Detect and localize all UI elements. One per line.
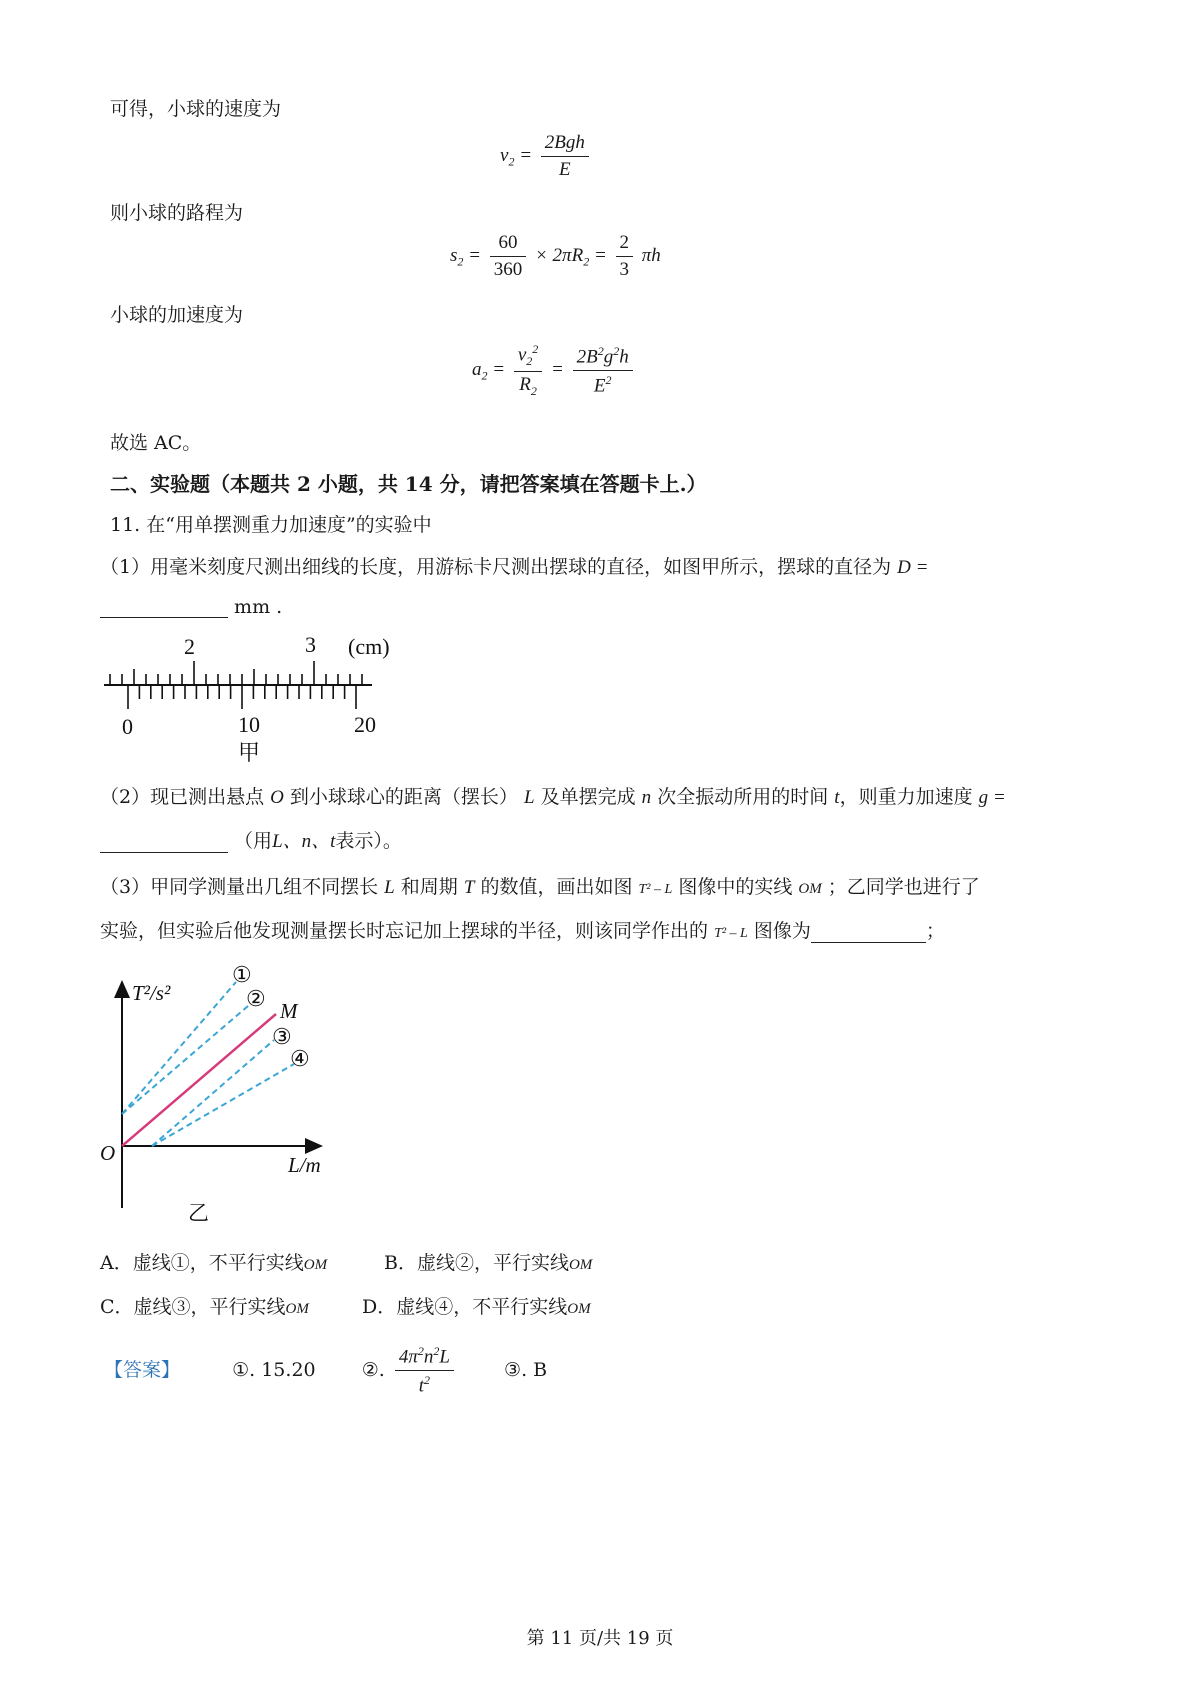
section-heading: 二、实验题（本题共 2 小题，共 14 分，请把答案填在答题卡上.） [110,472,707,496]
y-axis-label: T²/s² [132,981,171,1005]
question-11: 11. 在“用单摆测重力加速度”的实验中 [110,514,432,536]
x-axis-label: L/m [288,1153,321,1177]
figure-caption-jia: 甲 [238,740,261,765]
dashed-label-1: ① [232,962,252,987]
main-scale-ticks [110,661,362,685]
dashed-label-3: ③ [272,1024,292,1049]
question-11-part3: （3）甲同学测量出几组不同摆长 L 和周期 T 的数值，画出如图 T² – L 图像中的实线 OM ；乙同学也进行了 [100,876,980,898]
dashed-line-2 [122,1006,248,1114]
answer-2-formula: $\frac{4\pi^2n^2L}{t^2}$ [395,1344,454,1398]
vernier-caliper-figure [100,628,420,768]
text-velocity-intro: 可得，小球的速度为 [110,98,282,120]
dashed-label-2: ② [246,986,266,1011]
part2-blank-line: （用L、n、t表示）。 [100,826,402,853]
main-scale-label-2: 2 [184,634,195,659]
part1-blank-line: mm . [100,596,282,618]
vernier-scale-ticks [128,685,356,709]
equation-s2: $s_2$ = $\frac{60}{360}$ × $2\pi R_2$ = $\frac{2}{3}$ πh [450,232,661,280]
question-11-part1: （1）用毫米刻度尺测出细线的长度，用游标卡尺测出摆球的直径，如图甲所示，摆球的直径为 D = [100,556,929,578]
question-11-part2: （2）现已测出悬点 O 到小球球心的距离（摆长） L 及单摆完成 n 次全振动所用的时间 t，则重力加速度 g = [100,786,1006,808]
answer-tag: 【答案】 [104,1358,181,1381]
figure-caption-yi: 乙 [188,1201,209,1225]
vernier-label-20: 20 [354,712,376,737]
option-c[interactable]: C．虚线③，平行实线OM [100,1296,309,1318]
answer-3: ③. B [504,1358,548,1381]
dashed-line-3 [152,1040,274,1146]
answer-line [104,1344,547,1398]
answer-1: ①. 15.20 [232,1358,316,1381]
unit-label: (cm) [348,634,390,659]
solid-line-om [122,1014,276,1146]
answer-2-prefix: ②. [361,1358,385,1381]
text-answer-ac: 故选 AC。 [110,432,202,454]
question-11-part3-cont: 实验，但实验后他发现测量摆长时忘记加上摆球的半径，则该同学作出的 T² – L 图像为 ； [100,920,945,942]
option-b[interactable]: B．虚线②，平行实线OM [384,1252,593,1274]
solid-line-label-m: M [280,999,298,1023]
option-a[interactable]: A．虚线①，不平行实线OM [100,1252,328,1274]
vernier-label-0: 0 [122,714,133,739]
answer-blank-2[interactable] [100,834,228,853]
page-footer: 第 11 页/共 19 页 [526,1628,674,1649]
dashed-label-4: ④ [290,1046,310,1071]
text-acceleration-intro: 小球的加速度为 [110,304,244,326]
t2-l-graph [96,958,356,1234]
answer-blank-3[interactable] [811,924,926,943]
equation-v2: $v_2$ = $\frac{\text{2Bgh}}{E}$ [500,132,593,181]
dashed-line-4 [152,1064,294,1146]
vernier-label-10: 10 [238,712,260,737]
text-path-intro: 则小球的路程为 [110,202,244,224]
answer-blank-1[interactable] [100,599,228,618]
origin-label: O [100,1141,116,1165]
main-scale-label-3: 3 [305,632,316,657]
option-d[interactable]: D．虚线④，不平行实线OM [362,1296,591,1318]
equation-a2: $a_2$ = $\frac{v_2^2}{R_2}$ = $\frac{2B^2g^2h}{E^2}$ [472,342,637,399]
